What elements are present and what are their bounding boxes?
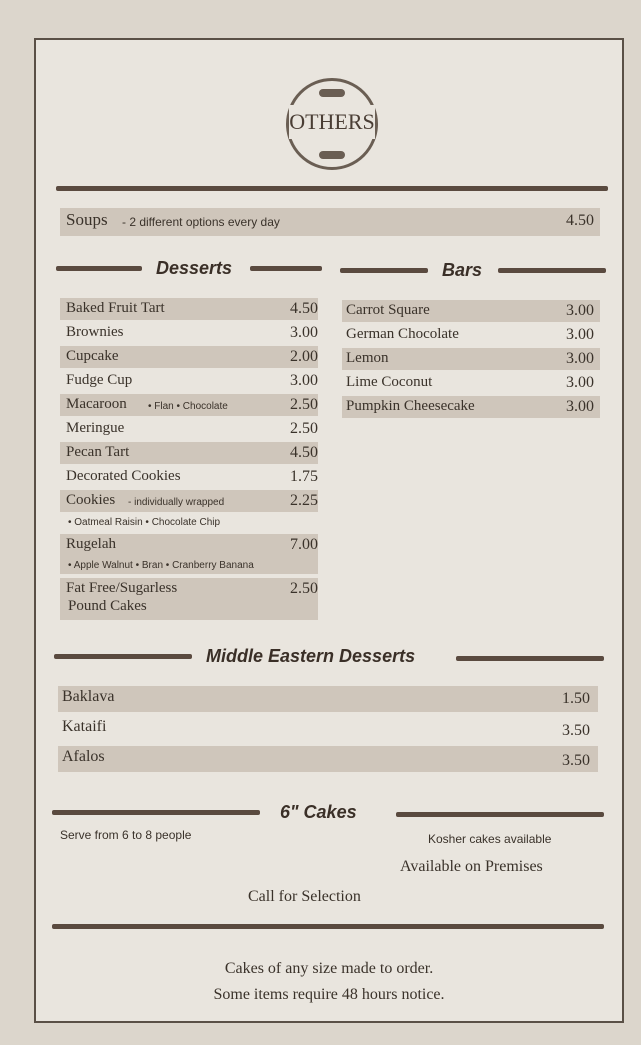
dessert-note: • Apple Walnut • Bran • Cranberry Banana <box>68 560 254 571</box>
dessert-sub: • Flan • Chocolate <box>148 401 228 412</box>
dessert-price: 1.75 <box>290 468 318 485</box>
logo-text: OTHERS <box>289 109 375 134</box>
logo-top-bar <box>319 89 345 97</box>
dessert-price: 2.25 <box>290 492 318 509</box>
bar-price: 3.00 <box>566 302 594 319</box>
bars-rule-left <box>340 268 428 273</box>
dessert-name: Baked Fruit Tart <box>66 300 165 316</box>
me-rule-left <box>54 654 192 659</box>
bar-price: 3.00 <box>566 374 594 391</box>
dessert-name: Pecan Tart <box>66 444 130 460</box>
desserts-heading: Desserts <box>156 258 233 278</box>
bar-name: Lemon <box>346 350 389 366</box>
me-price: 3.50 <box>562 752 590 769</box>
cakes-kosher: Kosher cakes available <box>428 832 552 846</box>
footer-line2: Some items require 48 hours notice. <box>213 986 445 1003</box>
bar-name: Lime Coconut <box>346 374 433 390</box>
others-logo <box>286 78 378 170</box>
row-bg <box>58 746 598 772</box>
cakes-call: Call for Selection <box>248 888 361 905</box>
dessert-name: Meringue <box>66 420 125 436</box>
dessert-note: • Oatmeal Raisin • Chocolate Chip <box>68 517 221 528</box>
bars-rule-right <box>498 268 606 273</box>
dessert-name: Brownies <box>66 324 124 340</box>
dessert-price: 2.50 <box>290 396 318 413</box>
cakes-serve: Serve from 6 to 8 people <box>60 828 192 842</box>
bar-price: 3.00 <box>566 398 594 415</box>
bar-name: German Chocolate <box>346 326 459 342</box>
logo-bottom-bar <box>319 151 345 159</box>
dessert-price: 2.50 <box>290 580 318 597</box>
bar-price: 3.00 <box>566 350 594 367</box>
me-name: Kataifi <box>62 718 107 735</box>
dessert-name: Cookies <box>66 492 116 508</box>
me-name: Afalos <box>62 748 105 765</box>
dessert-price: 3.00 <box>290 372 318 389</box>
dessert-price: 7.00 <box>290 536 318 553</box>
cakes-premises: Available on Premises <box>400 858 543 875</box>
menu-page <box>34 38 624 1023</box>
cakes-rule-left <box>52 810 260 815</box>
dessert-name: Fat Free/Sugarless <box>66 580 178 596</box>
dessert-price: 2.50 <box>290 420 318 437</box>
me-rule-right <box>456 656 604 661</box>
dessert-name: Decorated Cookies <box>66 468 181 484</box>
soups-price: 4.50 <box>566 212 594 229</box>
cakes-rule-right <box>396 812 604 817</box>
desserts-rule-right <box>250 266 322 271</box>
dessert-name: Rugelah <box>66 536 116 552</box>
dessert-name-line2: Pound Cakes <box>68 598 147 614</box>
middle-eastern-heading: Middle Eastern Desserts <box>206 646 416 666</box>
dessert-price: 3.00 <box>290 324 318 341</box>
dessert-name: Fudge Cup <box>66 372 133 388</box>
dessert-name: Macaroon <box>66 396 127 412</box>
cakes-heading: 6" Cakes <box>280 802 357 822</box>
bar-name: Carrot Square <box>346 302 430 318</box>
bar-price: 3.00 <box>566 326 594 343</box>
me-price: 3.50 <box>562 722 590 739</box>
desserts-rule-left <box>56 266 142 271</box>
row-bg <box>58 686 598 712</box>
footer-line1: Cakes of any size made to order. <box>224 960 434 977</box>
dessert-price: 2.00 <box>290 348 318 365</box>
me-name: Baklava <box>62 688 115 705</box>
dessert-price: 4.50 <box>290 300 318 317</box>
dessert-name: Cupcake <box>66 348 119 364</box>
bars-heading: Bars <box>442 260 483 280</box>
bar-name: Pumpkin Cheesecake <box>346 398 475 414</box>
dessert-price: 4.50 <box>290 444 318 461</box>
me-price: 1.50 <box>562 690 590 707</box>
top-divider <box>56 186 608 191</box>
bottom-divider <box>52 924 604 929</box>
soups-note: - 2 different options every day <box>122 215 280 229</box>
soups-label: Soups <box>66 210 108 229</box>
dessert-sub: - individually wrapped <box>128 497 225 508</box>
